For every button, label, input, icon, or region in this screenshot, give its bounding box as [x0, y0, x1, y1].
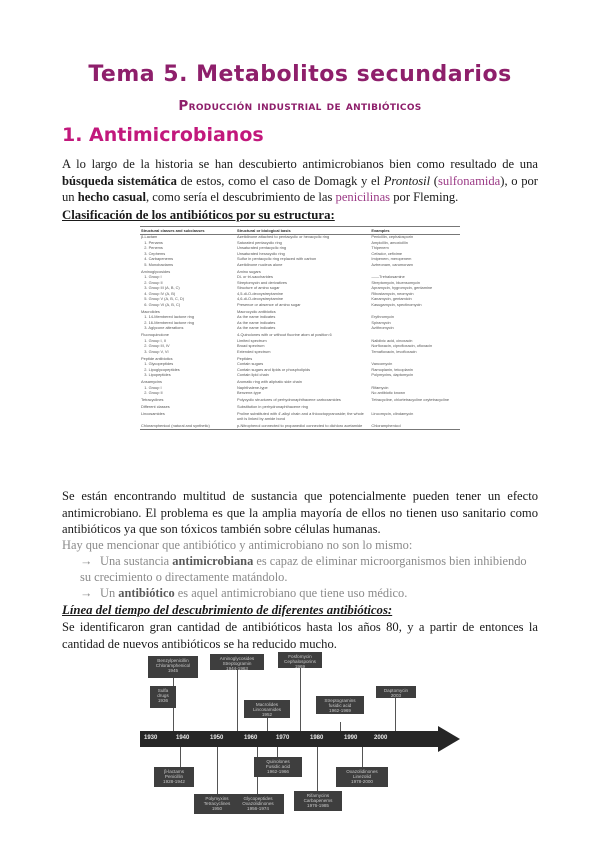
timeline-event-box [376, 686, 416, 698]
penicilinas-link[interactable]: penicilinas [335, 190, 391, 205]
table-cell: Peptides [237, 355, 253, 361]
timeline-paragraph: Se identificaron gran cantidad de antibióticos hasta los años 80, y a partir de entonces la cantidad de nuevos antibióticos se ha reducido mucho. [62, 620, 538, 651]
table-cell: Penicillin, cephalosporin [371, 234, 414, 240]
timeline-event-text: Oxazolidinones Linezolid 1978-2000 [346, 768, 378, 785]
timeline-year: 1990 [344, 735, 358, 741]
timeline-event-text: Macrolides Lincosamides 1952 [252, 701, 282, 718]
timeline-year: 2000 [374, 735, 388, 741]
table-cell: Contain lipid chain [237, 372, 269, 378]
table-cell: Proline substituted with 4'-alkyl chain and a thiooctopyranoside; the whole unit is linked by amide bond [237, 411, 364, 421]
table-cell: 3. Cephems [141, 250, 166, 256]
table-cell: 3. Group V, VI [141, 348, 169, 354]
table-cell [370, 403, 460, 410]
section-heading: 1. Antimicrobianos [62, 124, 264, 146]
timeline-event-text: Quinolones Fusidic acid 1962-1966 [265, 758, 291, 775]
intro-text: de estos, como el caso de Domagk y el [176, 173, 384, 188]
timeline-event-box [154, 767, 194, 787]
timeline-event-box [336, 767, 388, 787]
timeline-event-box [148, 656, 198, 678]
timeline-event-text: Rifamycins Carbapenems 1976-1985 [303, 792, 333, 809]
table-cell: Amino sugars [237, 268, 261, 274]
table-cell: Thipenem [371, 245, 389, 251]
antibiotics-timeline [140, 648, 460, 838]
table-header-cell: Structural classes and subclasses [140, 227, 236, 235]
table-cell: Streptomycin and derivatives [237, 279, 287, 285]
timeline-year: 1930 [144, 735, 158, 741]
table-cell: Limited spectrum [237, 337, 267, 343]
table-cell: 1. 14-Membered lactone ring [141, 314, 194, 320]
sulfonamida-link[interactable]: sulfonamida [438, 173, 501, 188]
table-cell: Norfloxacin, ciprofloxacin, ofloxacin [371, 343, 433, 349]
timeline-year: 1980 [310, 735, 324, 741]
table-cell: 4,6-di-O-deoxystreptamine [237, 296, 284, 302]
table-cell: Macrocyclic antibiotics [237, 308, 276, 314]
table-cell: Imipenem, meropenem [371, 256, 412, 262]
toxicity-paragraph: Se están encontrando multitud de sustancia que potencialmente pueden tener un efecto antimicrobiano. El problema es que la amplia mayoría de ellos no tienen uso sanitario como antibióticos ya que son tóxicos también sobre células humanas. [62, 489, 538, 537]
table-row [140, 403, 460, 410]
page-subtitle: Producción industrial de antibióticos [178, 98, 422, 114]
bullet-antimicrobiana [80, 553, 540, 586]
timeline-heading: Línea del tiempo del descubrimiento de diferentes antibióticos: [62, 603, 393, 617]
table-cell: Ampicillin, amoxicillin [371, 239, 408, 245]
timeline-event-text: Sulfa drugs 1936 [157, 687, 169, 704]
timeline-year: 1940 [176, 735, 190, 741]
intro-paragraph [62, 156, 538, 206]
table-cell: Azetidinone nucleus alone [237, 261, 283, 267]
table-cell: 4. Group IV (A, B) [141, 290, 176, 296]
timeline-event-text: Streptogramins fusidic acid 1962-1969 [324, 697, 356, 714]
table-cell: Azetidinone attached to pentacyclic or hexacyclic ring [237, 234, 330, 240]
table-cell: Polymyxins, daptomycin [371, 372, 414, 378]
timeline-event-text: Daptomycin 2003 [383, 687, 409, 698]
table-cell: 1. Group I [141, 274, 162, 280]
intro-bold-2: hecho casual [77, 190, 146, 205]
table-cell: β-Lactam [141, 234, 158, 240]
table-cell: Streptomycin, bluensomycin [371, 279, 421, 285]
bullet-antibiotico [80, 585, 540, 601]
timeline-connector [277, 747, 278, 757]
table-cell: Chloramphenicol (natural and synthetic) [140, 422, 236, 430]
table-cell: Chloramphenicol [370, 422, 460, 430]
table-header-row [140, 227, 460, 235]
timeline-event-text: Polymyxins Tetracyclines 1950 [203, 795, 231, 812]
table-cell: 4,5-di-O-deoxystreptamine [237, 290, 284, 296]
table-row [140, 396, 460, 403]
antibiotics-classification-table [140, 226, 460, 474]
table-cell: Polycyclic structures of perhydronaphthacene carboxamides [237, 397, 341, 403]
table-cell: 2. 16-Membered lactone ring [141, 319, 194, 325]
table-cell: Unsaturated pentacyclic ring [237, 245, 287, 251]
table-row [140, 331, 460, 338]
timeline-event-box [278, 652, 322, 668]
table-cell: 3. Group III (A, B, C) [141, 285, 180, 291]
table-cell: Aztreonam, carumonam [371, 261, 413, 267]
table-cell: Spiramycin [371, 319, 391, 325]
intro-text: ( [430, 173, 438, 188]
table-cell: 1. Group I [141, 384, 162, 390]
table-header-cell: Structural or biological basis [236, 227, 370, 235]
timeline-year: 1960 [244, 735, 258, 741]
table-cell: Aminoglycosides [141, 268, 171, 274]
timeline-connector [340, 722, 341, 731]
bullet-text: Un [100, 586, 119, 600]
bullet-text: es aquel antimicrobiano que tiene uso médico. [174, 586, 408, 600]
table-cell: Cefaclor, cefixime [371, 250, 403, 256]
table-cell: 2. Group II [141, 390, 163, 396]
table-cell: Kasugamycin, spectinomycin [371, 301, 422, 307]
bullet-text: Una sustancia [100, 554, 173, 568]
bullet-bold: antimicrobiana [172, 554, 254, 568]
table-cell: 2. Group III, IV [141, 343, 170, 349]
timeline-connector [362, 747, 363, 767]
table-cell: Sulfur in pentacyclic ring replaced with carbon [237, 256, 317, 262]
table-cell: Erythromycin [371, 314, 395, 320]
timeline-event-box [244, 700, 290, 718]
table-cell: Structure of amino sugar [237, 285, 280, 291]
timeline-year: 1950 [210, 735, 224, 741]
table-cell: Ramoplanin, teicoplanin [371, 366, 413, 372]
timeline-connector [300, 668, 301, 731]
table-cell: Contain sugars [237, 361, 264, 367]
table-cell: 1. Group I, II [141, 337, 166, 343]
arrow-icon: → [80, 586, 93, 600]
table-cell: 3. Lipopeptides [141, 372, 171, 378]
timeline-event-box [294, 791, 342, 811]
intro-italic: Prontosil [383, 173, 431, 188]
table-cell: As the name indicates [237, 325, 276, 331]
timeline-connector [180, 747, 181, 767]
timeline-event-box [150, 686, 176, 708]
table-cell: Tetracyclines [141, 397, 164, 403]
table-cell: Lincomycin, clindamycin [371, 411, 414, 417]
timeline-event-text: Fosfomycin Cephalosporins 1969 [284, 653, 316, 670]
table-cell: 5. Group V (A, B, C, D) [141, 296, 185, 302]
table-cell: Extended spectrum [237, 348, 271, 354]
table-cell: Ribostamycin, neomycin [371, 290, 414, 296]
classification-heading: Clasificación de los antibióticos por su estructura: [62, 208, 335, 222]
table-header-cell: Examples [370, 227, 460, 235]
table-row [140, 268, 460, 275]
table-cell: Di- or tri-saccharides [237, 274, 273, 280]
intro-text: , como sería el descubrimiento de las [145, 190, 336, 205]
intro-bold-1: búsqueda sistemática [62, 173, 177, 188]
table-cell: Ansamycins [141, 379, 162, 385]
timeline-event-box [254, 757, 302, 777]
table-cell: Naphthalene-type [237, 384, 268, 390]
table-cell: 2. Penems [141, 245, 163, 251]
table-cell: Substitution in perhydronaphthacene ring [237, 404, 308, 410]
table-cell: Saturated pentacyclic ring [237, 239, 282, 245]
intro-text: A lo largo de la historia se han descubierto antimicrobianos bien como resultado de una [62, 157, 538, 171]
arrow-icon: → [80, 554, 93, 568]
table-cell: ——Trehalosamine [371, 274, 405, 280]
table-cell: As the name indicates [237, 314, 276, 320]
table-cell: Broad spectrum [237, 343, 265, 349]
table-cell: Tetracycline, chlortetracycline oxytetracycline [371, 397, 450, 403]
table-cell: 2. Group II [141, 279, 163, 285]
timeline-event-text: Benzylpenicillin Chloramphenicol 1945 [155, 657, 191, 674]
timeline-event-box [232, 794, 284, 814]
intro-text: por Fleming. [390, 190, 459, 205]
intro-text: ), o por un [62, 173, 538, 205]
table-cell: Azithromycin [371, 325, 394, 331]
table-row [140, 378, 460, 385]
table-cell: Presence or absence of amino sugar [237, 301, 301, 307]
timeline-connector [237, 670, 238, 731]
table-row [140, 422, 460, 430]
timeline-event-text: β-lactams Penicillin 1928-1942 [163, 768, 185, 785]
timeline-connector [395, 698, 396, 731]
table-cell: Kanamycin, gentamicin [371, 296, 412, 302]
table-cell: p-Nitrophenol connected to propanediol connected to dichloro acetamide [236, 422, 370, 430]
table-cell: Temafloxacin, levofloxacin [371, 348, 417, 354]
table-cell: 1. Penams [141, 239, 163, 245]
timeline-arrowhead [438, 726, 460, 752]
timeline-event-text: Glycopeptides Oxazolidinones 1956-1974 [242, 795, 274, 812]
table-cell: Lincosamides [141, 411, 165, 417]
table-cell: 4-Quinolones with or without fluorine atom at position 6 [237, 332, 332, 338]
timeline-year: 1970 [276, 735, 290, 741]
table-cell: 6. Group VI (A, B, C) [141, 301, 181, 307]
table-cell: Benzene-type [237, 390, 262, 396]
table-cell: No antibiotic known [371, 390, 406, 396]
table-cell: Contain sugars and lipids or phospholipids [237, 366, 311, 372]
table-cell: Fluoroquinolone [141, 332, 169, 338]
table-cell: 5. Monobactams [141, 261, 174, 267]
table-row [140, 410, 460, 422]
bullet-text: es capaz de eliminar microorganismos bien inhibiendo su crecimiento o directamente matándolo. [80, 554, 527, 585]
table-cell: Peptide antibiotics [141, 355, 173, 361]
table-cell: Nalidixic acid, cinoxacin [371, 337, 413, 343]
table-cell: Macrolides [141, 308, 160, 314]
table-body [140, 234, 460, 429]
timeline-connector [317, 747, 318, 791]
table-cell: Unsaturated hexacyclic ring [237, 250, 285, 256]
timeline-event-box [210, 654, 264, 670]
table-cell: Different classes [141, 404, 170, 410]
table-cell: Apramycin, hygromycin, gentamine [371, 285, 433, 291]
table-cell: 4. Carbapenems [141, 256, 174, 262]
timeline-connector [267, 718, 268, 731]
table-cell: Aromatic ring with aliphatic side chain [237, 379, 302, 385]
table-cell: Rifamycin [371, 384, 389, 390]
bullet-bold: antibiótico [118, 586, 175, 600]
page-title: Tema 5. Metabolitos secundarios [88, 62, 512, 87]
table-cell: Vancomycin [371, 361, 393, 367]
difference-note: Hay que mencionar que antibiótico y antimicrobiano no son lo mismo: [62, 538, 413, 552]
timeline-event-text: Aminoglycosides Streptogramin 1944-1963 [219, 655, 255, 672]
table-cell: 3. Aglycone alterations [141, 325, 184, 331]
table-cell: 1. Glycopeptides [141, 361, 174, 367]
table-row [140, 355, 460, 362]
timeline-connector [217, 747, 218, 794]
table-cell: 2. Lipoglycopeptides [141, 366, 180, 372]
timeline-event-box [316, 696, 364, 714]
table-cell: As the name indicates [237, 319, 276, 325]
